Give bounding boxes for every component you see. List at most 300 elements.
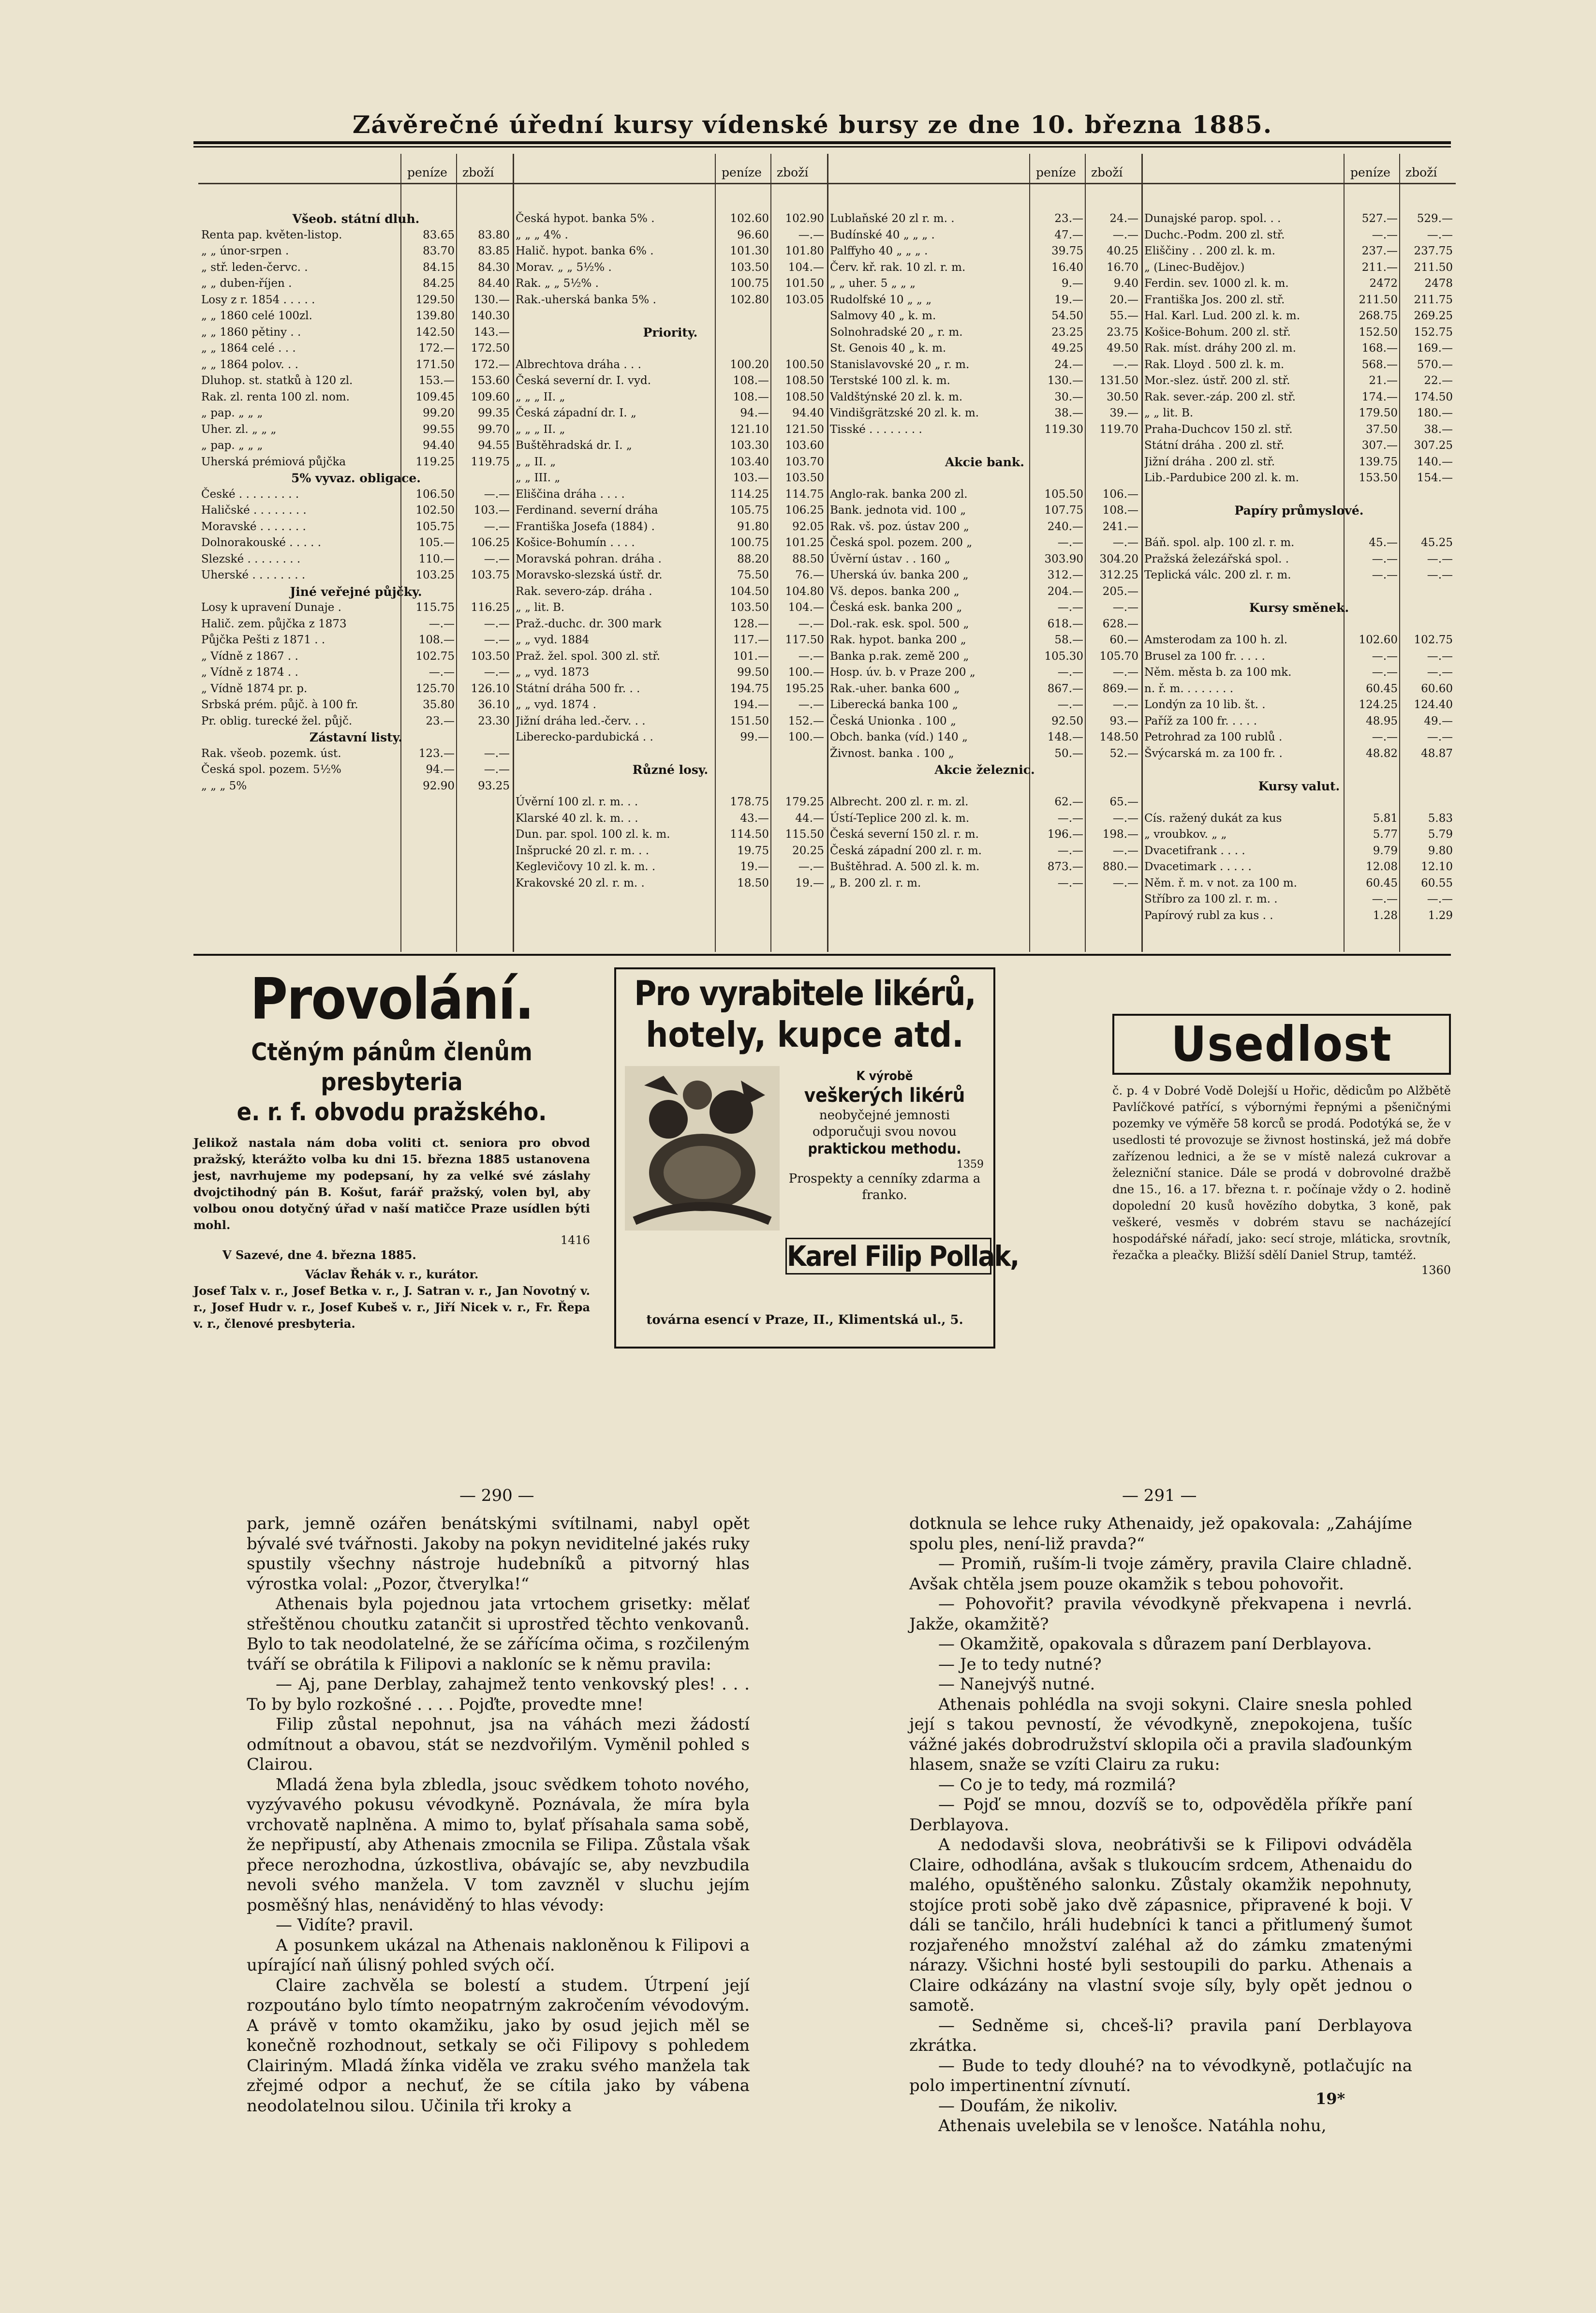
story-paragraph: Mladá žena byla zbledla, jsouc svědkem tohoto nového, vyzývavého pokusu vévodkyně. Poznávala, že míra byla vrchovatě naplněna. A mimo to, bylať přísahala sama sobě, že nepřipustí, aby Athenais zmocnila se Filipa. Zůstala však přece nerozhodna, úzkostliva, obávajíc se, aby nevzbudila nevoli svého manžela. V tom zavzněl v sluchu jejím posměšný hlas, nenáviděný to hlas vévody: [247,1775,750,1915]
security-name: Různé losy. [632,763,709,777]
price-goods: 104.— [788,601,824,614]
price-money: 237.— [1361,245,1398,257]
security-name: Kursy směnek. [1249,601,1349,615]
security-name: Cís. ražený dukát za kus [1144,812,1282,825]
price-money: 196.— [1047,828,1083,841]
price-money: 23.— [1054,212,1083,225]
story-paragraph: Claire zachvěla se bolestí a studem. Útrpení její rozpoutáno bylo tímto neopatrným zakročením vévodovým. A právě v tomto okamžiku, jako by osud jejich měl se konečně rozhodnout, setkaly se oči Filipovy s pohledem Clairiným. Mladá žínka viděla ve zraku svého manžela tak zřejmé odpor a nechuť, že se cítila jako by vábena neodolatelnou silou. Učinila tři kroky a [247,1975,750,2116]
price-goods: —.— [1112,536,1138,549]
header-zbozi: zboží [462,165,494,179]
security-name: „ „ 1860 celé 100zl. [201,310,312,322]
security-name: Priority. [643,325,698,340]
price-money: —.— [1057,812,1083,825]
price-money: 312.— [1047,569,1083,581]
price-money: 102.80 [730,293,769,306]
price-goods: 115.50 [785,828,824,841]
price-money: 5.77 [1373,828,1398,841]
ad-provolani-body: Jelikož nastala nám doba voliti ct. seniora pro obvod pražský, kterážto volba ku dni 15. března 1885 ustanovena jest, navrhujeme my podepsaní, hy za velké své záslahy dvojctihodný pán B. Košut, farář pražský, volen byl, aby volbou onou dotyčný úřad v naší matičce Praze usídlen býti mohl. [193,1136,590,1232]
table-row [513,827,827,843]
security-name: Papíry průmyslové. [1234,504,1364,518]
table-row [513,616,827,633]
security-name: Rudolfské 10 „ „ „ [830,293,932,306]
price-money: 45.— [1369,536,1398,549]
table-row [1141,681,1456,697]
price-money: 84.25 [423,277,455,290]
table-row [513,422,827,438]
table-row [1141,713,1456,730]
price-money: —.— [1372,893,1398,905]
price-money: 48.82 [1366,747,1398,760]
price-goods: 172.— [473,358,510,371]
security-name: „ „ 1864 polov. . . [201,358,298,371]
security-name: Eliščiny . . 200 zl. k. m. [1144,245,1275,257]
table-row [827,875,1141,892]
price-goods: 102.75 [1414,634,1453,646]
security-name: Česká esk. banka 200 „ [830,601,962,614]
table-row [513,843,827,860]
price-money: 88.20 [737,552,769,565]
security-name: „ „ „ II. „ [516,423,565,436]
price-goods: —.— [484,763,510,776]
table-row [1141,729,1456,746]
security-name: Akcie železnic. [934,763,1035,777]
price-goods: 65.— [1109,796,1138,808]
security-name: Dvacetimark . . . . . [1144,860,1252,873]
table-row [1141,438,1456,454]
price-goods: 148.50 [1099,731,1138,743]
table-row [1141,373,1456,389]
price-money: 110.— [418,552,455,565]
security-name: Inšprucké 20 zl. r. m. . . [516,844,650,857]
section-heading [827,454,1141,471]
security-name: Tisské . . . . . . . . [830,423,922,436]
security-name: Košice-Bohum. 200 zl. stř. [1144,326,1291,339]
price-goods: —.— [798,698,824,711]
price-money: 307.— [1361,439,1398,452]
price-goods: —.— [798,650,824,663]
price-money: 151.50 [730,714,769,727]
price-goods: 211.50 [1414,261,1453,274]
price-money: 171.50 [415,358,455,371]
ad-provolani-subtitle1: Ctěným pánům členům presbyteria [251,1038,532,1096]
price-money: 108.— [733,390,769,403]
header-penize: peníze [407,165,447,179]
price-goods: 36.10 [478,698,510,711]
table-row [513,503,827,519]
price-goods: —.— [1427,650,1453,663]
headline-rule [193,141,1451,144]
security-name: Rak. Lloyd . 500 zl. k. m. [1144,358,1285,371]
table-row [1141,551,1456,568]
price-goods: 23.75 [1107,326,1138,339]
price-money: 105.50 [1044,488,1083,501]
security-name: Albrechtova dráha . . . [516,358,641,371]
price-goods: 869.— [1102,682,1138,695]
price-goods: 109.60 [471,390,510,403]
security-name: Jižní dráha . 200 zl. stř. [1144,455,1275,468]
price-money: 105.— [418,536,455,549]
price-goods: 108.— [1102,504,1138,517]
price-goods: —.— [484,520,510,533]
price-money: 9.— [1062,277,1083,290]
security-name: České . . . . . . . . . [201,488,299,501]
security-name: Františka Jos. 200 zl. stř. [1144,293,1285,306]
table-row [198,405,513,422]
price-goods: 103.75 [471,569,510,581]
table-row [1141,276,1456,292]
price-money: 23.— [426,714,455,727]
table-row [198,357,513,373]
security-name: Losy k upravení Dunaje . [201,601,341,614]
security-name: Buštěhrad. A. 500 zl. k. m. [830,860,980,873]
ad-usedlost [1112,967,1451,1345]
price-goods: 140.30 [471,310,510,322]
column-body [513,211,827,891]
ad-likery-illustration [625,1066,780,1231]
table-row [827,535,1141,551]
price-goods: 628.— [1102,617,1138,630]
price-goods: 103.50 [785,472,824,484]
story-paragraph: — Pohovořit? pravila vévodkyně překvapena i nevrlá. Jakže, okamžitě? [909,1594,1412,1634]
price-goods: —.— [1112,601,1138,614]
security-name: n. ř. m. . . . . . . . [1144,682,1233,695]
security-name: Buštěhradská dr. I. „ [516,439,632,452]
security-name: Rak. zl. renta 100 zl. nom. [201,390,350,403]
price-money: 100.20 [730,358,769,371]
table-row [827,697,1141,713]
price-money: 204.— [1047,585,1083,598]
security-name: Uher. zl. „ „ „ [201,423,277,436]
price-money: 130.— [1047,374,1083,387]
price-money: 268.75 [1359,310,1398,322]
security-name: Něm. města b. za 100 mk. [1144,666,1292,679]
table-row [827,567,1141,584]
price-money: 114.25 [730,488,769,501]
table-row [198,276,513,292]
price-goods: —.— [1112,698,1138,711]
table-row [827,632,1141,649]
price-goods: 24.— [1109,212,1138,225]
table-row [827,600,1141,616]
header-zbozi: zboží [1091,165,1123,179]
security-name: Báň. spol. alp. 100 zl. r. m. [1144,536,1295,549]
header-penize: peníze [1036,165,1076,179]
price-money: 91.80 [737,520,769,533]
price-goods: 241.— [1102,520,1138,533]
price-money: 24.— [1054,358,1083,371]
price-goods: 103.05 [785,293,824,306]
price-goods: 103.70 [785,455,824,468]
price-money: 142.50 [415,326,455,339]
price-money: 103.— [733,472,769,484]
table-row [513,438,827,454]
security-name: Dol.-rak. esk. spol. 500 „ [830,617,969,630]
price-money: 54.50 [1051,310,1083,322]
ad-likery-prospekty: Prospekty a cenníky zdarma a franko. [788,1171,981,1202]
price-goods: —.— [798,860,824,873]
price-goods: —.— [1427,569,1453,581]
price-money: 139.80 [415,310,455,322]
table-row [827,292,1141,309]
price-money: 240.— [1047,520,1083,533]
security-name: Františka Josefa (1884) . [516,520,655,533]
price-money: 211.50 [1359,293,1398,306]
security-name: Rak. hypot. banka 200 „ [830,634,966,646]
security-name: Všeob. státní dluh. [292,212,420,226]
price-money: —.— [1057,698,1083,711]
security-name: Pr. oblig. turecké žel. půjč. [201,714,353,727]
price-goods: 22.— [1424,374,1453,387]
security-name: Stříbro za 100 zl. r. m. . [1144,893,1278,905]
price-money: 94.— [426,763,455,776]
security-name: „ „ „ 5% [201,779,247,792]
price-money: 39.75 [1051,245,1083,257]
ad-provolani-signer: Václav Řehák v. r., kurátor. [305,1267,479,1281]
price-money: 101.30 [730,245,769,257]
price-goods: 103.60 [785,439,824,452]
price-goods: 93.25 [478,779,510,792]
security-name: Lublaňské 20 zl r. m. . [830,212,955,225]
table-row [1141,389,1456,406]
security-name: Eliščina dráha . . . . [516,488,625,501]
security-name: Zástavní listy. [309,730,403,744]
table-row [1141,908,1456,924]
price-goods: —.— [1427,666,1453,679]
price-money: 114.50 [730,828,769,841]
price-goods: 117.50 [785,634,824,646]
story-paragraph: — Sedněme si, chceš-li? pravila paní Derblayova zkrátka. [909,2016,1412,2055]
price-goods: 94.40 [792,407,824,419]
price-money: —.— [1372,228,1398,241]
security-name: Teplická válc. 200 zl. r. m. [1144,569,1291,581]
price-money: 60.45 [1366,876,1398,890]
security-name: Palffyho 40 „ „ „ . [830,245,928,257]
price-money: 99.50 [737,666,769,679]
security-name: Česká Unionka . 100 „ [830,714,956,727]
price-money: 194.— [733,698,769,711]
price-money: —.— [429,666,455,679]
price-money: 100.75 [730,277,769,290]
price-money: 49.25 [1051,342,1083,355]
section-heading [198,211,513,227]
table-row [827,227,1141,244]
section-heading [1141,600,1456,616]
ad-likery-prakticka: praktickou methodu. [808,1141,961,1157]
security-name: Státní dráha 500 fr. . . [516,682,640,695]
table-row [1141,243,1456,260]
price-money: 94.40 [423,439,455,452]
price-goods: 12.10 [1421,860,1453,873]
ad-usedlost-ref: 1360 [1421,1263,1451,1277]
table-row [513,454,827,471]
price-goods: 5.83 [1428,812,1453,825]
price-money: —.— [1372,650,1398,663]
price-goods: 84.40 [478,277,510,290]
story-paragraph: — Je to tedy nutné? [938,1654,1102,1674]
price-goods: 103.50 [471,650,510,663]
security-name: Ferdin. sev. 1000 zl. k. m. [1144,277,1289,290]
price-goods: 130.— [473,293,510,306]
price-goods: 205.— [1102,585,1138,598]
price-goods: 16.70 [1107,261,1138,274]
price-money: 58.— [1054,634,1083,646]
security-name: Vš. depos. banka 200 „ [830,585,960,598]
security-name: Solnohradské 20 „ r. m. [830,326,963,339]
table-row [827,211,1141,227]
story-paragraph: dotknula se lehce ruky Athenaidy, jež opakovala: „Zahájíme spolu ples, není-liž pravda?“ [909,1514,1412,1554]
ad-provolani-subtitle2: e. r. f. obvodu pražského. [236,1098,547,1126]
table-row [513,535,827,551]
table-row [1141,357,1456,373]
price-goods: 48.87 [1421,747,1453,760]
security-name: Ústí-Teplice 200 zl. k. m. [830,812,970,825]
table-row [513,227,827,244]
story-paragraph: — Co je to tedy, má rozmilá? [938,1775,1176,1794]
table-row [1141,308,1456,325]
table-row [1141,470,1456,487]
ad-likery-title1: Pro vyrabitele likérů, [634,974,975,1013]
security-name: Srbská prém. půjč. à 100 fr. [201,698,358,711]
table-row [1141,292,1456,309]
price-goods: 94.55 [478,439,510,452]
table-row [513,794,827,811]
table-row [827,341,1141,357]
table-row [198,292,513,309]
security-name: „ „ 1860 pětiny . . [201,326,301,339]
price-goods: 52.— [1109,747,1138,760]
security-name: Banka p.rak. země 200 „ [830,650,969,663]
column-body [198,211,513,794]
price-goods: 23.30 [478,714,510,727]
table-row [198,373,513,389]
price-goods: 169.— [1417,342,1453,355]
price-money: 23.25 [1051,326,1083,339]
table-row [198,519,513,535]
price-goods: 116.25 [471,601,510,614]
table-row [198,243,513,260]
price-goods: 131.50 [1099,374,1138,387]
ad-likery-veskerych: veškerých likérů [804,1084,965,1107]
price-goods: 60.— [1109,634,1138,646]
price-goods: 93.— [1109,714,1138,727]
ad-provolani-others: Josef Talx v. r., Josef Betka v. r., J. Satran v. r., Jan Novotný v. r., Josef Hudr v. r., Josef Kubeš v. r., Jiří Nicek v. r., Fr. Řepa v. r., členové presbyteria. [193,1284,590,1331]
price-goods: 84.30 [478,261,510,274]
price-money: 102.50 [415,504,455,517]
security-name: Hosp. úv. b. v Praze 200 „ [830,666,975,679]
price-goods: 55.— [1109,310,1138,322]
price-money: 92.50 [1051,714,1083,727]
security-name: Anglo-rak. banka 200 zl. [830,488,968,501]
table-row [198,713,513,730]
table-row [198,600,513,616]
price-goods: 100.— [788,731,824,743]
table-row [827,665,1141,681]
price-money: 139.75 [1359,455,1398,468]
table-row [827,584,1141,600]
story-text-left [247,1514,750,2116]
security-name: Brusel za 100 fr. . . . . [1144,650,1265,663]
price-goods: 101.80 [785,245,824,257]
price-money: —.— [1372,666,1398,679]
price-money: 153.— [418,374,455,387]
table-row [1141,891,1456,908]
security-name: Obch. banka (víd.) 140 „ [830,731,968,743]
table-row [827,616,1141,633]
security-name: Rak. sever.-záp. 200 zl. stř. [1144,390,1296,403]
table-row [827,503,1141,519]
price-goods: 9.40 [1113,277,1138,290]
price-money: 873.— [1047,860,1083,873]
price-goods: —.— [1112,812,1138,825]
security-name: „ Vídně z 1867 . . [201,650,298,663]
table-row [198,697,513,713]
column-header [513,154,827,184]
price-money: —.— [1057,844,1083,857]
table-row [513,211,827,227]
price-money: 115.75 [415,601,455,614]
table-row [1141,227,1456,244]
security-name: Praha-Duchcov 150 zl. stř. [1144,423,1293,436]
table-row [513,341,827,357]
price-goods: —.— [1112,876,1138,890]
price-money: 194.75 [730,682,769,695]
security-name: Česká západní dr. I. „ [516,407,636,419]
security-name: 5% vyvaz. obligace. [291,471,421,485]
table-row [198,422,513,438]
security-name: Liberecko-pardubická . . [516,731,653,743]
price-money: 48.95 [1366,714,1398,727]
column-header [827,154,1141,184]
security-name: Renta pap. květen-listop. [201,228,342,241]
header-zbozi: zboží [777,165,809,179]
exchange-column [827,154,1143,952]
table-row [1141,859,1456,875]
price-money: —.— [1372,552,1398,565]
table-row [513,567,827,584]
table-row [198,325,513,341]
table-row [1141,535,1456,551]
price-money: 105.30 [1044,650,1083,663]
security-name: Moravská pohran. dráha . [516,552,662,565]
price-money: 96.60 [737,228,769,241]
security-name: Rak. všeob. pozemk. úst. [201,747,341,760]
price-goods: 103.— [473,504,510,517]
price-goods: 211.75 [1414,293,1453,306]
page-number-right: — 291 — [1122,1486,1197,1505]
price-money: 1.28 [1373,909,1398,922]
price-money: 60.45 [1366,682,1398,695]
price-money: 104.50 [730,585,769,598]
price-goods: 104.— [788,261,824,274]
price-money: 94.— [740,407,769,419]
price-money: 128.— [733,617,769,630]
security-name: „ vroubkov. „ „ [1144,828,1227,841]
security-name: „ „ duben-říjen . [201,277,292,290]
security-name: „ „ vyd. 1874 . [516,698,596,711]
price-money: 38.— [1054,407,1083,419]
price-goods: 570.— [1417,358,1453,371]
table-row [198,762,513,778]
table-row [827,487,1141,503]
story-paragraph: Athenais pohlédla na svoji sokyni. Claire snesla pohled její s takou pevností, že vévodkyně, znepokojena, tušíc vážné jakés dobrodružství sklopila oči a pravila slaďounkým hlasem, snaže se vzíti Clairu za ruku: [909,1694,1412,1774]
table-row [1141,405,1456,422]
price-goods: —.— [1112,358,1138,371]
security-name: Stanislavovské 20 „ r. m. [830,358,970,371]
price-goods: 104.80 [785,585,824,598]
price-money: 211.— [1361,261,1398,274]
table-row [198,341,513,357]
security-name: „ „ vyd. 1873 [516,666,590,679]
